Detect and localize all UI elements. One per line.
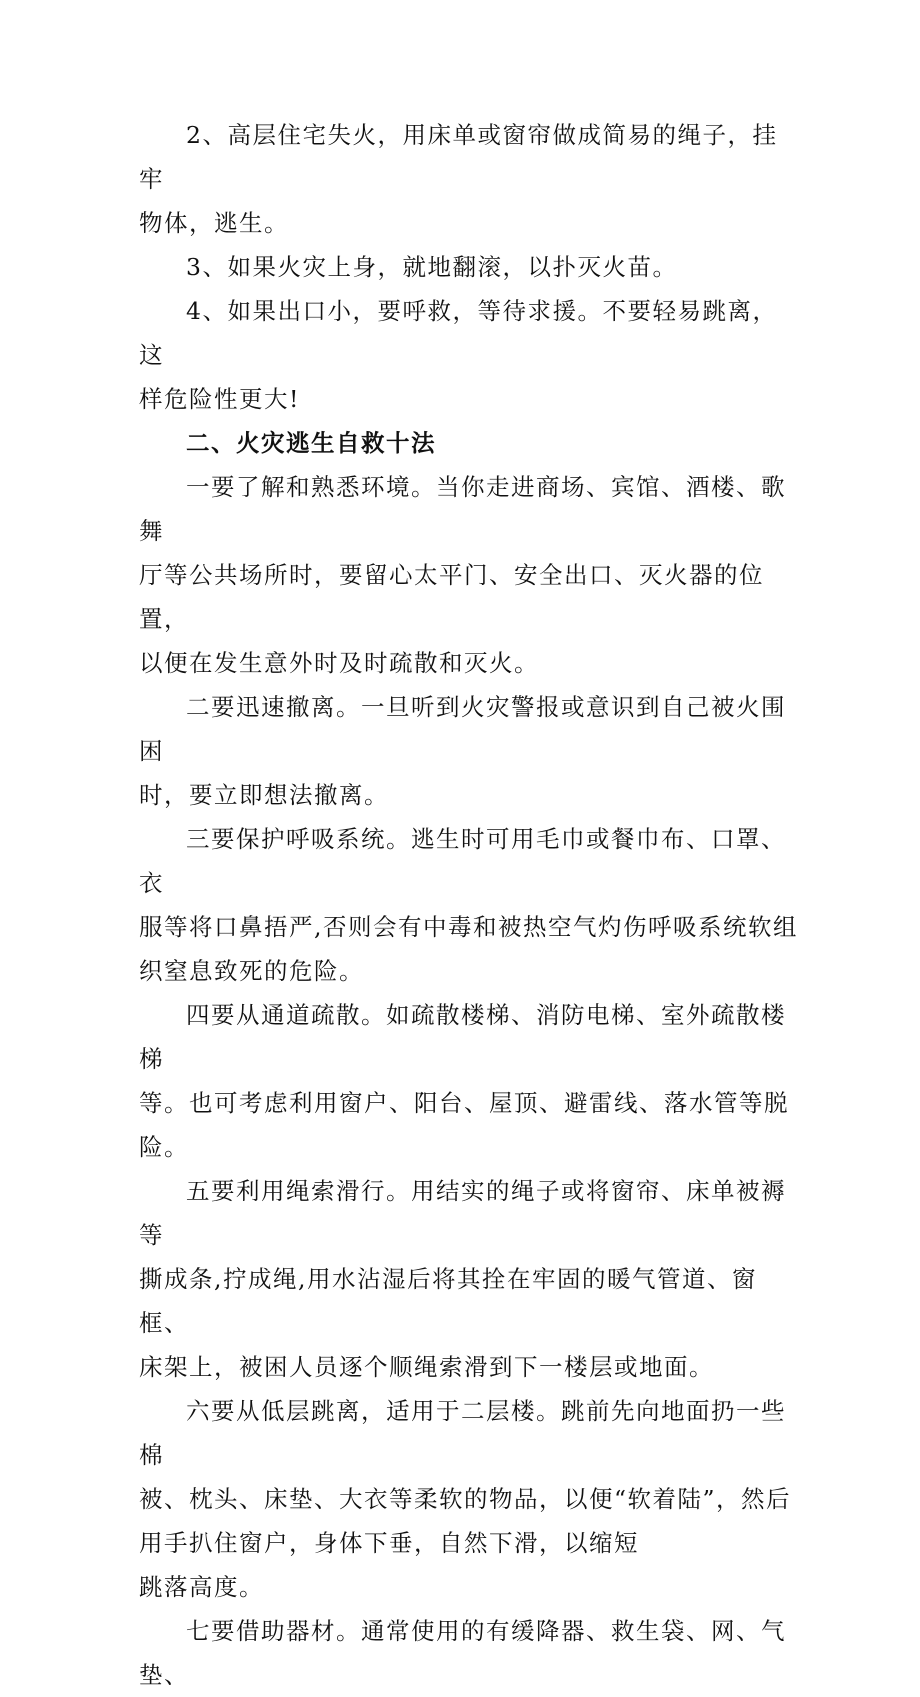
text-line: 物体，逃生。 — [139, 209, 289, 237]
paragraph-item-3 — [139, 245, 799, 289]
text-line: 2、高层住宅失火，用床单或窗帘做成简易的绳子，挂牢 — [139, 121, 778, 193]
text-line: 以便在发生意外时及时疏散和灭火。 — [139, 649, 539, 677]
heading-text: 二、火灾逃生自救十法 — [186, 429, 436, 457]
text-line: 被、枕头、床垫、大衣等柔软的物品，以便“软着陆”，然后 — [139, 1485, 792, 1513]
text-line: 二要迅速撤离。一旦听到火灾警报或意识到自己被火围困 — [139, 693, 786, 765]
text-line: 织窒息致死的危险。 — [139, 957, 364, 985]
text-line: 样危险性更大! — [139, 385, 300, 413]
text-line: 五要利用绳索滑行。用结实的绳子或将窗帘、床单被褥等 — [139, 1177, 786, 1249]
paragraph-item-4 — [139, 289, 799, 421]
text-line: 用手扒住窗户，身体下垂，自然下滑，以缩短 — [139, 1529, 639, 1557]
text-line: 时，要立即想法撤离。 — [139, 781, 389, 809]
paragraph-item-2 — [139, 113, 799, 245]
text-line: 等。也可考虑利用窗户、阳台、屋顶、避雷线、落水管等脱险。 — [139, 1089, 789, 1161]
text-line: 服等将口鼻捂严,否则会有中毒和被热空气灼伤呼吸系统软组 — [139, 913, 798, 941]
text-line: 三要保护呼吸系统。逃生时可用毛巾或餐巾布、口罩、衣 — [139, 825, 786, 897]
section-heading — [139, 421, 799, 465]
text-line: 撕成条,拧成绳,用水沾湿后将其拴在牢固的暖气管道、窗框、 — [139, 1265, 757, 1337]
method-paragraph-2 — [139, 685, 799, 817]
text-line: 一要了解和熟悉环境。当你走进商场、宾馆、酒楼、歌舞 — [139, 473, 786, 545]
text-line: 六要从低层跳离，适用于二层楼。跳前先向地面扔一些棉 — [139, 1397, 786, 1469]
method-paragraph-3 — [139, 817, 799, 993]
method-paragraph-5 — [139, 1169, 799, 1389]
text-line: 跳落高度。 — [139, 1573, 264, 1601]
method-paragraph-6 — [139, 1389, 799, 1609]
text-line: 4、如果出口小，要呼救，等待求援。不要轻易跳离，这 — [139, 297, 778, 369]
method-paragraph-4 — [139, 993, 799, 1169]
text-line: 3、如果火灾上身，就地翻滚，以扑灭火苗。 — [186, 253, 678, 281]
document-body — [139, 113, 799, 1697]
text-line: 床架上，被困人员逐个顺绳索滑到下一楼层或地面。 — [139, 1353, 714, 1381]
text-line: 厅等公共场所时，要留心太平门、安全出口、灭火器的位置， — [139, 561, 764, 633]
text-line: 四要从通道疏散。如疏散楼梯、消防电梯、室外疏散楼梯 — [139, 1001, 786, 1073]
text-line: 七要借助器材。通常使用的有缓降器、救生袋、网、气垫、 — [139, 1617, 786, 1689]
method-paragraph-1 — [139, 465, 799, 685]
method-paragraph-7 — [139, 1609, 799, 1697]
